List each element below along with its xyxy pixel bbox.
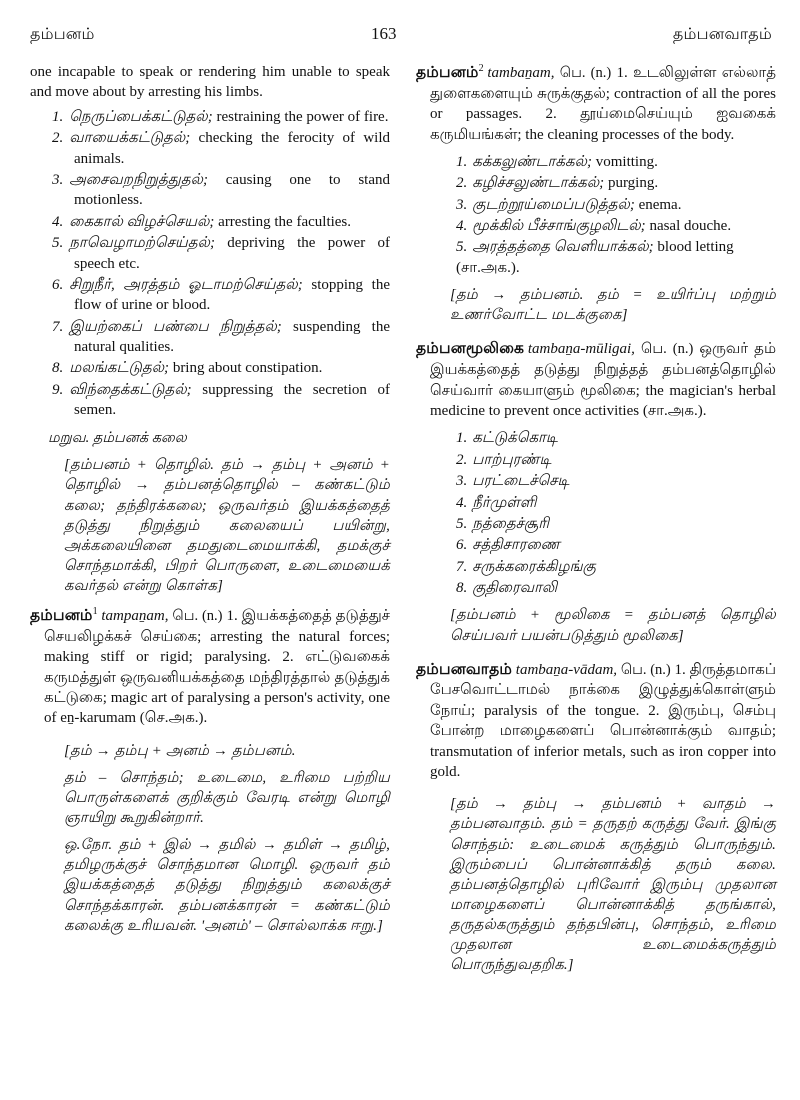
etymology-paragraph: [தம் → தம்பு + அனம் → தம்பனம்.: [64, 742, 296, 759]
list-item: [30, 170, 390, 211]
list-item: [30, 107, 390, 127]
item-tamil: அசைவறநிறுத்துதல்;: [69, 171, 208, 188]
item-tamil: நெருப்பைக்கட்டுதல்;: [69, 108, 213, 125]
item-number: 3.: [52, 171, 64, 188]
list-item: [456, 514, 776, 534]
part-of-speech: பெ. (n.): [559, 65, 612, 81]
entry-text: [416, 659, 776, 783]
variant-note: மறுவ. தம்பனக் கலை: [48, 429, 187, 446]
item-tamil: கைகால் விழச்செயல்;: [69, 213, 215, 230]
list-item: [30, 380, 390, 421]
entry-tampanam-1: [30, 605, 390, 936]
list-item: [456, 557, 776, 577]
etymology-paragraph: ஒ.நோ. தம் + இல் → தமில் → தமிள் → தமிழ், தமிழருக்குச் சொந்தமான மொழி. ஒருவர் தம் இயக்கத்தைத் தடுத்து நிறுத்தும் கலைக்குச் சொந்தக்காரன். தம்பனக்காரன் = கண்கட்டும் கலைக்கு உரியவன். 'அனம்' – சொல்லாக்க ஈறு.]: [64, 837, 390, 934]
list-item: [456, 237, 776, 278]
page-number: 163: [371, 24, 397, 43]
item-english: depriving the power of speech etc.: [74, 235, 390, 272]
list-item: [456, 195, 776, 215]
item-english: suppressing the secretion of semen.: [74, 381, 390, 419]
item-number: 2.: [456, 451, 468, 468]
list-item: [456, 450, 776, 470]
item-english: nasal douche.: [645, 218, 732, 235]
item-tamil: இயற்கைப் பண்பை நிறுத்தல்;: [69, 318, 282, 335]
item-tamil: கக்கலுண்டாக்கல்;: [472, 153, 592, 170]
item-english: enema.: [634, 196, 682, 213]
etymology-block: [தம்பனம் + தொழில். தம் → தம்பு + அனம் + தொழில் → தம்பனத்தொழில் – கண்கட்டும் கலை; தந்திரக்கலை; ஒருவர்தம் இயக்கத்தைத் தடுத்து நிறுத்தும் கலையைப் பயின்று, அக்கலையினை தமதுடைமையாக்கி, தமக்குச் சொந்தமாக்கி, பிறர் பொருளை, உடைமையைக் கவர்தல் என்று கொள்க]: [64, 457, 390, 595]
list-item: [456, 152, 776, 172]
headword-superscript: 2: [478, 63, 484, 74]
transliteration: tambaṉa-vādam,: [515, 661, 618, 678]
item-number: 8.: [52, 360, 64, 377]
item-english: purging.: [604, 175, 659, 192]
item-english: suspending the natural qualities.: [74, 318, 390, 356]
item-tamil: கழிச்சலுண்டாக்கல்;: [472, 175, 605, 192]
transliteration: tambaṉam,: [487, 65, 555, 81]
etymology-block: [தம் → தம்பு → தம்பனம் + வாதம் → தம்பனவாதம். தம் = தருதற் கருத்து வேர். இங்கு சொந்தம்: உடைமைக் கருத்தும் பொருந்தும். இரும்பைப் பொன்னாக்கித் தரும் கலை. தம்பனத்தொழில் புரிவோர் இரும்பு முதலான மாழைகளைப் பொன்னாக்கித் தருங்கால், தருதல்கருத்தும் தந்தபின்பு, சொந்தம், உரிமை முதலான உடைமைக்கருத்தும் பொருந்துவதறிக.]: [450, 796, 776, 974]
list-item: [456, 428, 776, 448]
running-head: [30, 22, 772, 46]
item-number: 4.: [52, 213, 64, 230]
headword: தம்பனவாதம்: [416, 660, 513, 678]
item-number: 4.: [456, 494, 468, 511]
list-item: [456, 535, 776, 555]
entry-tampana-vadam: [416, 659, 776, 976]
guide-word-right: தம்பனவாதம்: [672, 26, 772, 43]
entry-text: [416, 62, 776, 145]
item-english: checking the ferocity of wild animals.: [74, 130, 390, 167]
entry-tampanam-2: [416, 62, 776, 325]
definition-text: 1. திருத்தமாகப் பேசவொட்டாமல் நாக்கை இழுத்துக்கொள்ளும் நோய்; paralysis of the tongue. 2. இரும்பு, செம்பு போன்ற மாழைகளைப் பொன்னாக்கும் வாதம்; transmutation of inferior metals, such as iron copper into gold.: [430, 661, 776, 780]
item-number: 5.: [456, 239, 468, 256]
item-tamil: அரத்தத்தை வெளியாக்கல்;: [472, 239, 654, 256]
list-item: [30, 358, 390, 378]
item-tamil: குதிரைவாலி: [472, 580, 558, 597]
item-number: 1.: [456, 153, 468, 170]
item-number: 3.: [456, 473, 468, 490]
part-of-speech: பெ. (n.): [172, 608, 223, 625]
item-english: vomitting.: [592, 153, 658, 170]
transliteration: tampaṉam,: [101, 608, 169, 625]
item-number: 2.: [456, 175, 468, 192]
item-number: 6.: [456, 537, 468, 554]
item-tamil: சத்திசாரணை: [472, 537, 560, 554]
item-tamil: மலங்கட்டுதல்;: [69, 360, 170, 377]
etymology-paragraph: தம் – சொந்தம்; உடைமை, உரிமை பற்றிய பொருள்களைக் குறிக்கும் வேரடி என்று மொழி ஞாயிறு கூறுகின்றார்.: [64, 769, 390, 827]
item-number: 5.: [52, 235, 64, 252]
item-number: 6.: [52, 276, 64, 293]
item-english: restraining the power of fire.: [212, 108, 389, 125]
etymology-block: [தம்பனம் + மூலிகை = தம்பனத் தொழில் செய்பவர் பயன்படுத்தும் மூலிகை]: [450, 607, 776, 644]
entry-text: [416, 338, 776, 421]
item-tamil: விந்தைக்கட்டுதல்;: [69, 381, 192, 398]
entry-tampana-muligai: [416, 338, 776, 645]
carryover-text: one incapable to speak or rendering him unable to speak and move about by arresting his limbs.: [30, 64, 390, 101]
item-tamil: பரட்டைச்செடி: [472, 473, 570, 490]
item-tamil: குடற்றூய்மைப்படுத்தல்;: [472, 196, 635, 213]
item-english: blood letting (சா.அக.).: [456, 239, 734, 276]
definition-text: 1. இயக்கத்தைத் தடுத்துச் செயலிழக்கச் செய்கை; arresting the natural forces; making stiff or rigid; paralysing. 2. எட்டுவகைக் கருமத்துள் ஒருவனியக்கத்தை மந்திரத்தால் தடுத்துக் கட்டுகை; magic art of paralysing a person's activity, one of eṉ-karumam (செ.அக.).: [44, 608, 391, 727]
list-item: [456, 578, 776, 598]
list-item: [30, 275, 390, 316]
item-english: arresting the faculties.: [214, 213, 352, 230]
item-number: 1.: [456, 430, 468, 447]
guide-word-left: தம்பனம்: [30, 26, 95, 43]
list-item: [30, 317, 390, 358]
definition-list: [30, 107, 390, 421]
item-tamil: கட்டுக்கொடி: [472, 430, 558, 447]
part-of-speech: பெ. (n.): [641, 341, 694, 358]
list-item: [30, 233, 390, 274]
headword-superscript: 1: [92, 606, 98, 618]
list-item: [456, 471, 776, 491]
headword: தம்பனம்: [30, 607, 93, 625]
item-number: 8.: [456, 580, 468, 597]
left-column: [30, 62, 392, 1090]
headword: தம்பனம்: [416, 64, 479, 81]
headword: தம்பனமூலிகை: [416, 340, 525, 358]
entry-text: [30, 605, 390, 729]
part-of-speech: பெ. (n.): [620, 661, 671, 678]
transliteration: tambaṉa-mūligai,: [527, 341, 635, 358]
item-number: 3.: [456, 196, 468, 213]
item-tamil: வாயைக்கட்டுதல்;: [69, 130, 191, 147]
item-tamil: மூக்கில் பீச்சாங்குழலிடல்;: [472, 218, 646, 235]
item-tamil: நத்தைச்சூரி: [472, 515, 550, 532]
list-item: [30, 212, 390, 232]
item-number: 9.: [52, 381, 64, 398]
item-tamil: நீர்முள்ளி: [472, 494, 537, 511]
item-english: stopping the flow of urine or blood.: [74, 276, 390, 314]
definition-text: 1. உடலிலுள்ள எல்லாத் துளைகளையும் சுருக்குதல்; contraction of all the pores or passages. 2. தூய்மைசெய்யும் ஐவகைக் கருமியங்கள்; the cleaning processes of the body.: [430, 65, 777, 143]
list-item: [30, 128, 390, 169]
herb-list: [456, 428, 776, 598]
right-column: [414, 62, 776, 1090]
list-item: [456, 216, 776, 236]
item-number: 2.: [52, 130, 64, 147]
item-number: 7.: [456, 558, 468, 575]
etymology-block: [தம் → தம்பனம். தம் = உயிர்ப்பு மற்றும் உணர்வோட்ட மடக்குகை]: [450, 287, 776, 324]
item-number: 1.: [52, 108, 64, 125]
item-number: 4.: [456, 218, 468, 235]
item-english: bring about constipation.: [169, 360, 323, 377]
two-column-body: [30, 62, 776, 1090]
item-tamil: சருக்கரைக்கிழங்கு: [472, 558, 596, 575]
item-number: 5.: [456, 515, 468, 532]
list-item: [456, 493, 776, 513]
item-english: causing one to stand motionless.: [74, 171, 390, 209]
process-list: [456, 152, 776, 278]
item-tamil: பாற்புரண்டி: [472, 451, 552, 468]
definition-text: ஒருவர் தம் இயக்கத்தைத் தடுத்து நிறுத்தத் தம்பனத்தொழில் செய்வார் கையாளும் மூலிகை; the magician's herbal medicine to prevent once activities (சா.அக.).: [430, 341, 777, 419]
item-number: 7.: [52, 318, 64, 335]
list-item: [456, 173, 776, 193]
item-tamil: நாவெழாமற்செய்தல்;: [69, 235, 215, 252]
item-tamil: சிறுநீர், அரத்தம் ஓடாமற்செய்தல்;: [69, 276, 303, 293]
